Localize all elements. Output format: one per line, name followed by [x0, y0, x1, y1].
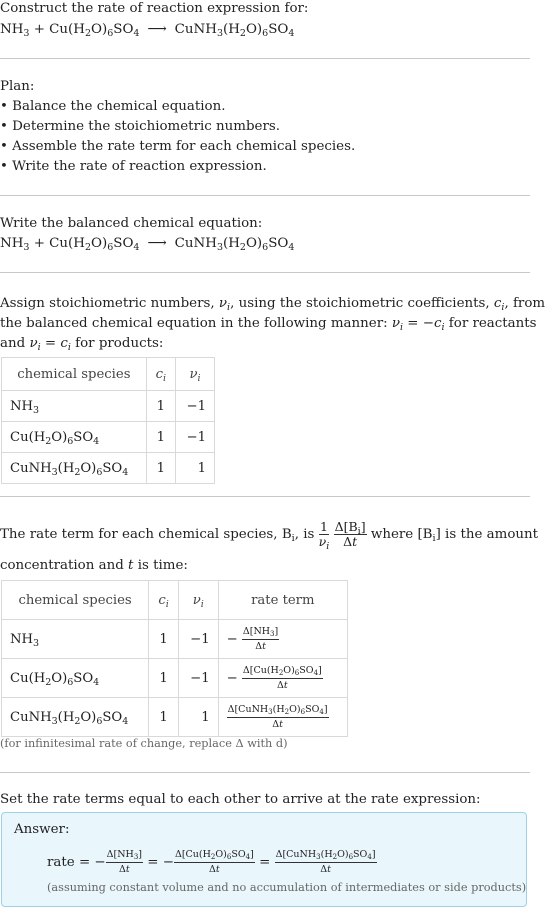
nu-cell: −1 — [176, 422, 215, 453]
final-heading: Set the rate terms equal to each other to arrive at the rate expression: — [0, 792, 481, 807]
rate-expression: rate = − $\frac{\Delta[NH_3]}{\Delta t}$ = − $\frac{\Delta[Cu(H_2O)_6SO_4]}{\Delta t}$ = $\frac{\Delta[CuNH_3(H_2O)_6SO_4]}{\Delta t}$ — [47, 848, 376, 875]
answer-assumption: (assuming constant volume and no accumulation of intermediates or side products) — [47, 881, 527, 894]
nu-cell: −1 — [176, 391, 215, 422]
balanced-heading: Write the balanced chemical equation: — [0, 216, 263, 231]
c-cell: 1 — [149, 698, 179, 737]
stoich-text-line-1: Assign stoichiometric numbers, $\nu_i$, using the stoichiometric coefficients, $c_i$, from — [0, 296, 545, 313]
header-ci: $c_i$ — [149, 581, 179, 620]
table-row — [2, 453, 215, 484]
header-rate-term: rate term — [218, 581, 347, 620]
stoich-table — [1, 357, 215, 484]
header-nui: $\nu_i$ — [176, 358, 215, 391]
species-cell: $Cu(H_2O)_6SO_4$ — [2, 659, 149, 698]
header-nui: $\nu_i$ — [178, 581, 218, 620]
stoich-text-line-3: and $\nu_i = c_i$ for products: — [0, 336, 164, 353]
intro-prompt: Construct the rate of reaction expression for: — [0, 1, 309, 16]
header-chemical-species: chemical species — [2, 581, 149, 620]
stoich-text-line-2: the balanced chemical equation in the following manner: $\nu_i = -c_i$ for reactants — [0, 316, 537, 333]
species-cell: $CuNH_3(H_2O)_6SO_4$ — [2, 453, 147, 484]
c-cell: 1 — [146, 391, 175, 422]
nu-cell: 1 — [176, 453, 215, 484]
table-row — [2, 620, 348, 659]
table-row — [2, 659, 348, 698]
rate-term-cell: − $\frac{\Delta[Cu(H_2O)_6SO_4]}{\Delta t}$ — [218, 659, 347, 698]
reaction-arrow: ⟶ — [147, 236, 167, 251]
rate-term-text-line-1: The rate term for each chemical species, $B_i$, is $\frac{1}{\nu_i}$ $\frac{\Delta[B_i]}{\Delta t}$ where $[B_i]$ is the amount — [0, 518, 539, 552]
infinitesimal-note: (for infinitesimal rate of change, replace Δ with d) — [0, 737, 288, 750]
c-cell: 1 — [149, 620, 179, 659]
plan-step-2: • Determine the stoichiometric numbers. — [0, 119, 280, 134]
species-cell: $NH_3$ — [2, 620, 149, 659]
nu-cell: −1 — [178, 620, 218, 659]
table-row — [2, 698, 348, 737]
plan-step-3: • Assemble the rate term for each chemical species. — [0, 139, 356, 154]
nu-cell: −1 — [178, 659, 218, 698]
plan-step-1: • Balance the chemical equation. — [0, 99, 226, 114]
rate-label: rate — [47, 854, 75, 870]
answer-label: Answer: — [14, 822, 70, 837]
rate-definition-fraction: $\frac{1}{\nu_i}$ — [318, 518, 330, 552]
table-row — [2, 422, 215, 453]
plan-step-4: • Write the rate of reaction expression. — [0, 159, 267, 174]
rate-term-table — [1, 580, 348, 737]
rate-term-cell: − $\frac{\Delta[NH_3]}{\Delta t}$ — [218, 620, 347, 659]
species-cell: $CuNH_3(H_2O)_6SO_4$ — [2, 698, 149, 737]
rate-definition-delta: $\frac{\Delta[B_i]}{\Delta t}$ — [334, 518, 366, 549]
c-cell: 1 — [146, 453, 175, 484]
nu-cell: 1 — [178, 698, 218, 737]
intro-reaction-equation: $NH_3 + Cu(H_2O)_6SO_4$ ⟶ $CuNH_3(H_2O)_6SO_4$ — [0, 22, 295, 39]
separator — [0, 58, 530, 59]
answer-box — [1, 812, 527, 907]
rate-term-text-line-2: concentration and t is time: — [0, 558, 188, 573]
reaction-arrow: ⟶ — [147, 22, 167, 37]
separator — [0, 772, 530, 773]
balanced-equation: $NH_3 + Cu(H_2O)_6SO_4$ ⟶ $CuNH_3(H_2O)_6SO_4$ — [0, 236, 295, 253]
plan-heading: Plan: — [0, 79, 35, 94]
separator — [0, 195, 530, 196]
separator — [0, 272, 530, 273]
species-cell: $Cu(H_2O)_6SO_4$ — [2, 422, 147, 453]
header-chemical-species: chemical species — [2, 358, 147, 391]
c-cell: 1 — [149, 659, 179, 698]
rate-term-cell: $\frac{\Delta[CuNH_3(H_2O)_6SO_4]}{\Delta t}$ — [218, 698, 347, 737]
c-cell: 1 — [146, 422, 175, 453]
species-cell: $NH_3$ — [2, 391, 147, 422]
header-ci: $c_i$ — [146, 358, 175, 391]
separator — [0, 496, 530, 497]
table-row — [2, 391, 215, 422]
